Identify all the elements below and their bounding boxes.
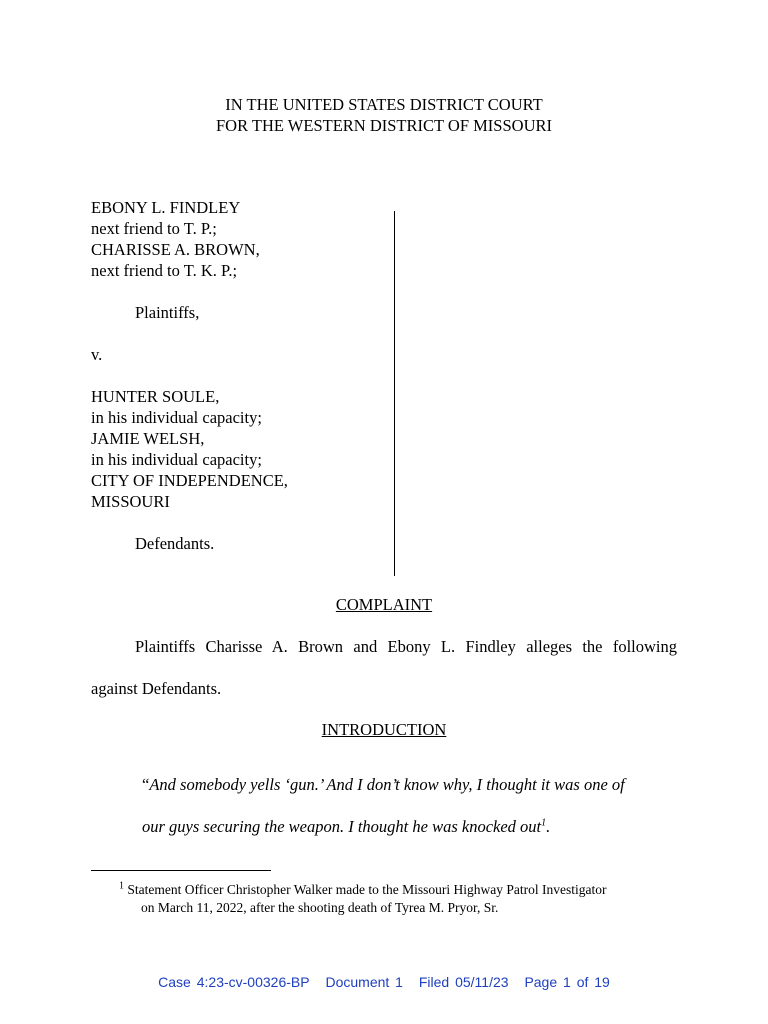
versus-label: v. [91,345,103,364]
court-name-line-1: IN THE UNITED STATES DISTRICT COURT [225,95,543,114]
footer-filed-date: Filed 05/11/23 [418,974,509,990]
plaintiff-capacity: next friend to T. K. P.; [91,261,238,280]
defendant-name-cont: MISSOURI [91,492,170,511]
footer-case-number: Case 4:23-cv-00326-BP [158,974,310,990]
caption-divider [394,211,395,576]
defendant-name: JAMIE WELSH, [91,429,205,448]
court-name-line-2: FOR THE WESTERN DISTRICT OF MISSOURI [215,116,552,135]
quote-text-2: our guys securing the weapon. I thought he was knocked out [142,817,542,836]
defendants-label: Defendants. [135,534,215,553]
footnote-line-2: on March 11, 2022, after the shooting death of Tyrea M. Pryor, Sr. [141,900,499,915]
quote-line-2 [142,816,550,837]
defendant-name: CITY OF INDEPENDENCE, [91,471,288,490]
plaintiff-name: CHARISSE A. BROWN, [91,240,260,259]
introduction-heading: INTRODUCTION [321,720,447,739]
complaint-heading: COMPLAINT [335,595,433,614]
quote-open-mark: “ [142,775,150,794]
complaint-paragraph-line-2: against Defendants. [91,679,222,698]
footnote-text-1: Statement Officer Christopher Walker made to the Missouri Highway Patrol Investigator [127,882,607,897]
footnote-number: 1 [119,880,124,892]
defendant-capacity: in his individual capacity; [91,408,262,427]
quote-end: . [546,817,551,836]
case-footer [0,974,768,990]
quote-text-1: And somebody yells ‘gun.’ And I don’t know why, I thought it was one of [149,775,625,794]
plaintiff-name: EBONY L. FINDLEY [91,198,241,217]
defendant-name: HUNTER SOULE, [91,387,220,406]
footer-page-number: Page 1 of 19 [524,974,610,990]
plaintiff-capacity: next friend to T. P.; [91,219,217,238]
complaint-paragraph-line-1: Plaintiffs Charisse A. Brown and Ebony L. Findley alleges the following [135,637,677,656]
footnote-reference[interactable]: 1 [541,817,547,829]
footer-document: Document 1 [325,974,403,990]
footnote-line-1 [119,881,606,898]
quote-line-1 [142,774,625,795]
footnote-separator [91,870,271,871]
defendant-capacity: in his individual capacity; [91,450,262,469]
plaintiffs-label: Plaintiffs, [135,303,200,322]
